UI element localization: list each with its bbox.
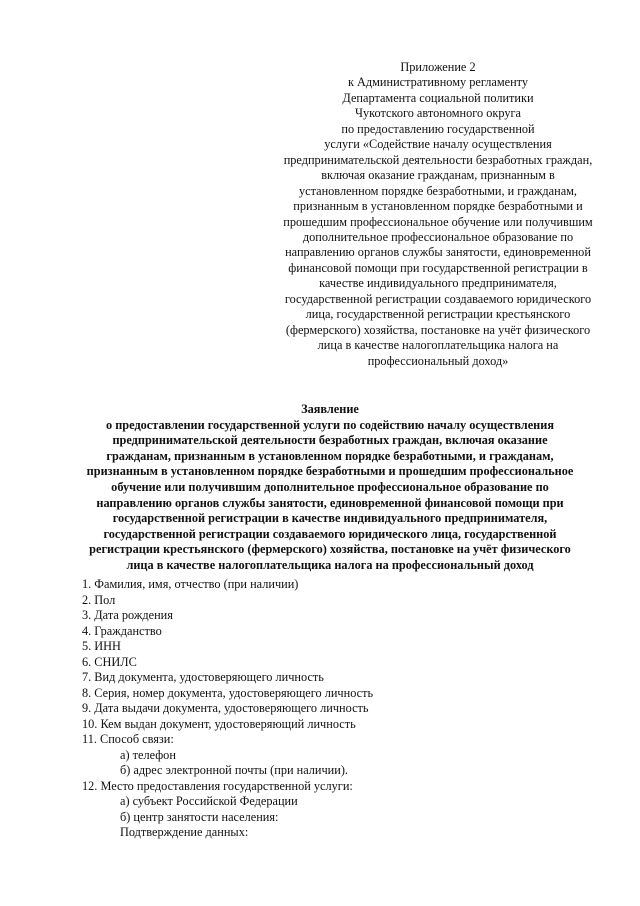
field-federal-subject: а) субъект Российской Федерации [120, 794, 298, 808]
field-contact-method: 11. Способ связи: [82, 732, 174, 746]
appendix-line: дополнительное профессиональное образование по [302, 229, 574, 244]
field-sex: 2. Пол [82, 592, 116, 607]
field-id-issued-by: 10. Кем выдан документ, удостоверяющий личность [82, 716, 356, 731]
field-data-confirmation: Подтверждение данных: [120, 825, 249, 839]
field-birth-date: 3. Дата рождения [82, 608, 173, 622]
statement-line: направлению органов службы занятости, единовременной финансовой помощи при [96, 495, 564, 510]
field-employment-center: б) центр занятости населения: [120, 809, 279, 824]
statement-line: гражданам, признанным в установленном порядке безработными, и гражданам, [106, 448, 554, 463]
appendix-line: установленном порядке безработными, и гражданам, [298, 183, 578, 198]
field-id-document-number: 8. Серия, номер документа, удостоверяющего личность [82, 685, 374, 700]
field-contact-email: б) адрес электронной почты (при наличии). [120, 763, 348, 777]
appendix-line: услуги «Содействие началу осуществления [324, 137, 552, 152]
appendix-line: государственной регистрации создаваемого юридического [284, 291, 592, 306]
appendix-line: признанным в установленном порядке безработными и [293, 199, 583, 214]
appendix-line: включая оказание гражданам, признанным в [321, 168, 555, 183]
statement-line: лица в качестве налогоплательщика налога на профессиональный доход [126, 557, 534, 572]
field-snils: 6. СНИЛС [82, 654, 137, 669]
field-service-location: 12. Место предоставления государственной услуги: [82, 778, 353, 793]
statement-line: обучение или получившим дополнительное профессиональное образование по [111, 479, 549, 494]
appendix-header [268, 60, 608, 369]
statement-heading [80, 402, 580, 574]
appendix-line: лица в качестве налогоплательщика налога на [317, 338, 559, 353]
appendix-line: направлению органов службы занятости, единовременной [285, 245, 591, 260]
field-citizenship: 4. Гражданство [82, 623, 162, 638]
field-id-issue-date: 9. Дата выдачи документа, удостоверяющего личность [82, 701, 369, 715]
appendix-line: прошедшим профессиональное обучение или получившим [283, 214, 593, 229]
form-fields-list [82, 577, 582, 841]
appendix-line: лица, государственной регистрации крестьянского [305, 307, 571, 322]
statement-line: регистрации крестьянского (фермерского) хозяйства, постановке на учёт физического [89, 542, 571, 557]
appendix-line: предпринимательской деятельности безработных граждан, [283, 152, 593, 167]
statement-line: признанным в установленном порядке безработными и прошедшим профессиональное [86, 464, 574, 479]
statement-line: предпринимательской деятельности безработных граждан, включая оказание [112, 433, 548, 448]
appendix-line: Приложение 2 [400, 60, 476, 74]
field-id-document-type: 7. Вид документа, удостоверяющего личность [82, 670, 324, 684]
appendix-line: по предоставлению государственной [341, 121, 535, 136]
appendix-line: (фермерского) хозяйства, постановке на учёт физического [285, 322, 591, 337]
field-inn: 5. ИНН [82, 639, 121, 653]
statement-title: Заявление [301, 402, 359, 416]
appendix-line: профессиональный доход» [367, 353, 509, 368]
field-full-name: 1. Фамилия, имя, отчество (при наличии) [82, 577, 299, 591]
statement-line: государственной регистрации в качестве индивидуального предпринимателя, [112, 511, 548, 526]
field-contact-phone: а) телефон [120, 747, 176, 762]
appendix-line: к Административному регламенту [347, 75, 529, 90]
statement-line: государственной регистрации создаваемого юридического лица, государственной [103, 526, 557, 541]
appendix-line: финансовой помощи при государственной регистрации в [288, 260, 588, 275]
appendix-line: Чукотского автономного округа [355, 106, 521, 121]
appendix-line: качестве индивидуального предпринимателя, [319, 276, 557, 291]
appendix-line: Департамента социальной политики [342, 90, 534, 105]
statement-line: о предоставлении государственной услуги по содействию началу осуществления [106, 417, 554, 432]
